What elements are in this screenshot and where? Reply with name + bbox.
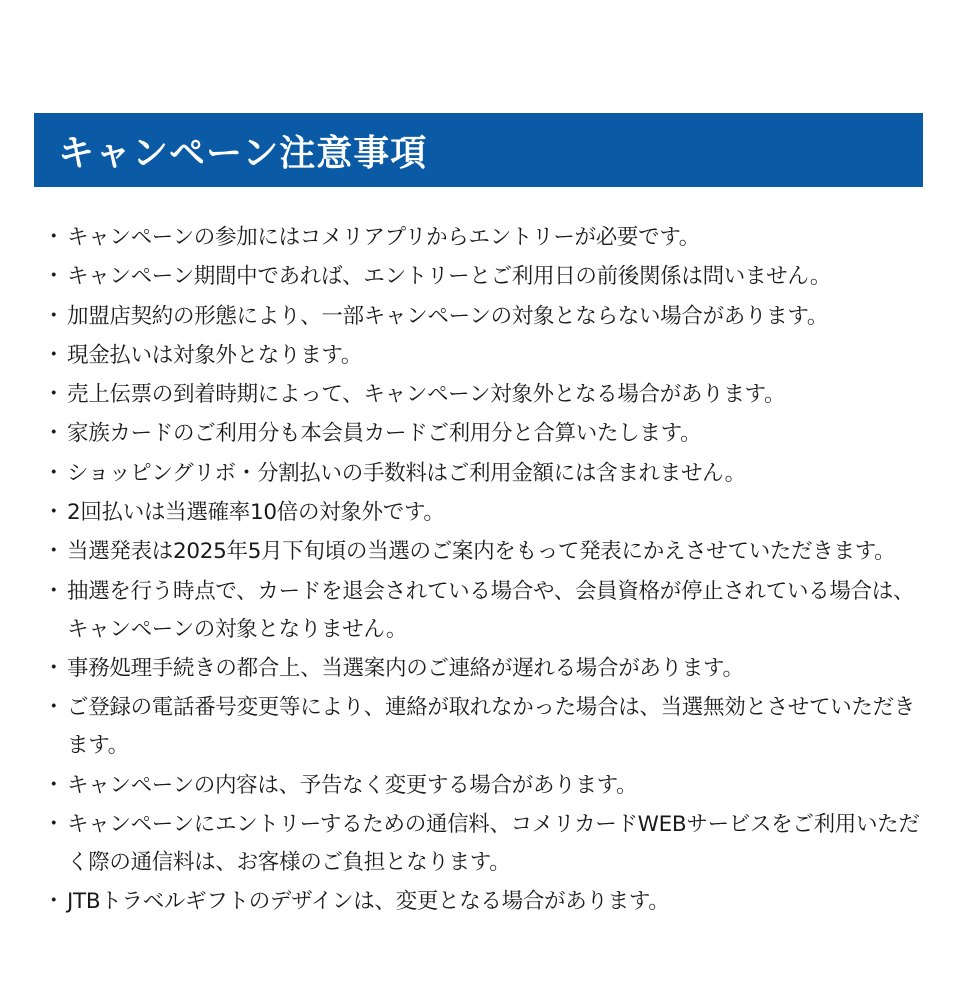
section-title: キャンペーン注意事項	[58, 132, 428, 174]
bullet: ・	[43, 500, 65, 526]
note-text: キャンペーンの参加にはコメリアプリからエントリーが必要です。	[67, 225, 700, 250]
bullet: ・	[43, 303, 65, 329]
bullet: ・	[43, 578, 65, 604]
notes-list	[36, 219, 926, 922]
note-item	[36, 806, 926, 882]
note-item	[36, 376, 926, 414]
section-header	[34, 113, 923, 187]
note-text: キャンペーンの内容は、予告なく変更する場合があります。	[67, 772, 638, 798]
note-text: 2回払いは当選確率10倍の対象外です。	[67, 500, 445, 526]
note-item	[36, 767, 926, 805]
bullet: ・	[43, 655, 65, 681]
note-text: 家族カードのご利用分も本会員カードご利用分と合算いたします。	[67, 421, 702, 447]
bullet: ・	[43, 264, 65, 290]
note-text: 現金払いは対象外となります。	[67, 342, 363, 368]
note-item	[36, 533, 926, 571]
bullet: ・	[43, 382, 65, 408]
bullet: ・	[43, 460, 65, 486]
note-item	[36, 298, 926, 336]
note-item	[36, 689, 926, 765]
bullet: ・	[43, 421, 65, 447]
bullet: ・	[43, 811, 65, 837]
note-text: キャンペーン期間中であれば、エントリーとご利用日の前後関係は問いません。	[67, 264, 832, 290]
bullet: ・	[43, 539, 65, 565]
note-item	[36, 573, 926, 649]
note-text: 当選発表は2025年5月下旬頃の当選のご案内をもって発表にかえさせていただきます。	[67, 539, 896, 565]
note-text: 事務処理手続きの都合上、当選案内のご連絡が遅れる場合があります。	[67, 655, 744, 681]
note-item	[36, 337, 926, 375]
note-item	[36, 494, 926, 532]
note-text: ショッピングリボ・分割払いの手数料はご利用金額には含まれません。	[67, 460, 746, 486]
note-item	[36, 883, 926, 921]
note-item	[36, 258, 926, 296]
note-item	[36, 455, 926, 493]
bullet: ・	[43, 695, 65, 721]
note-text: キャンペーンにエントリーするための通信料、コメリカードWEBサービスをご利用いただく際の通信料は、お客様のご負担となります。	[67, 811, 920, 875]
note-text: 売上伝票の到着時期によって、キャンペーン対象外となる場合があります。	[67, 382, 786, 408]
note-text: 抽選を行う時点で、カードを退会されている場合や、会員資格が停止されている場合は、キャンペーンの対象となりません。	[67, 578, 915, 642]
bullet: ・	[43, 772, 65, 798]
bullet: ・	[43, 342, 65, 368]
note-item	[36, 219, 926, 257]
note-text: ご登録の電話番号変更等により、連絡が取れなかった場合は、当選無効とさせていただきます。	[67, 695, 916, 759]
note-item	[36, 650, 926, 688]
note-text: JTBトラベルギフトのデザインは、変更となる場合があります。	[67, 889, 670, 915]
note-item	[36, 415, 926, 453]
bullet: ・	[43, 225, 65, 250]
bullet: ・	[43, 889, 65, 915]
note-text: 加盟店契約の形態により、一部キャンペーンの対象とならない場合があります。	[67, 303, 829, 329]
